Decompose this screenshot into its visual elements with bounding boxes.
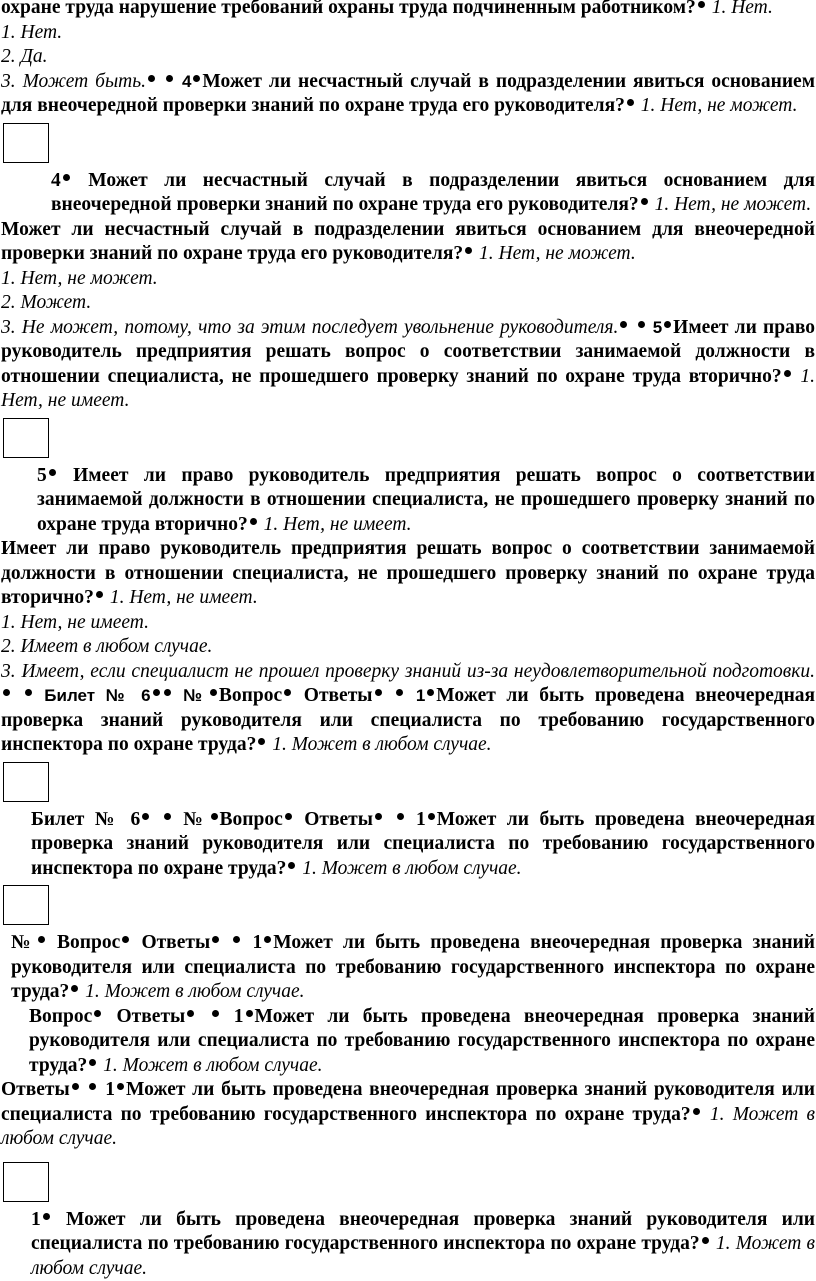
answer-box[interactable] [3,885,49,925]
paragraph: Вопрос Ответы 1 Может ли быть проведена внеочередная проверка знаний руководителя или специалиста по требованию государственного инспектора по охране труда? 1. Может в любом случае. [1,1005,815,1079]
option: 1. Нет, не может. [1,267,815,292]
paragraph: Билет № 6 № Вопрос Ответы 1 Может ли быть проведена внеочередная проверка знаний руководителя или специалиста по требованию государственного инспектора по охране труда? 1. Может в любом случае. [1,808,815,882]
paragraph: 5 Имеет ли право руководитель предприятия решать вопрос о соответствии занимаемой должности в отношении специалиста, не прошедшего проверку знаний по охране труда вторично? 1. Нет, не имеет. [1,464,815,538]
paragraph: 3. Может быть. 4 Может ли несчастный случай в подразделении явиться основанием для внеочередной проверки знаний по охране труда его руководителя? 1. Нет, не может. [1,70,815,119]
option: 1. Нет. [1,21,815,46]
paragraph: 3. Имеет, если специалист не прошел проверку знаний из-за неудовлетворительной подготовки. Билет № 6 № Вопрос Ответы 1 Может ли быть проведена внеочередная проверка знаний руководителя или специалиста по требованию государственного инспектора по охране труда? 1. Может в любом случае. [1,660,815,758]
paragraph: Ответы 1 Может ли быть проведена внеочередная проверка знаний руководителя или специалиста по требованию государственного инспектора по охране труда? 1. Может в любом случае. [1,1078,815,1152]
option: 1. Нет, не имеет. [1,611,815,636]
paragraph: 3. Не может, потому, что за этим последует увольнение руководителя. 5 Имеет ли право руководитель предприятия решать вопрос о соответствии занимаемой должности в отношении специалиста, не прошедшего проверку знаний по охране труда вторично? 1. Нет, не имеет. [1,316,815,414]
answer-box[interactable] [3,418,49,458]
option: 2. Может. [1,291,815,316]
answer-box[interactable] [3,1162,49,1202]
answer-box[interactable] [3,123,49,163]
option: 2. Имеет в любом случае. [1,635,815,660]
paragraph: Может ли несчастный случай в подразделении явиться основанием для внеочередной проверки знаний по охране труда его руководителя? 1. Нет, не может. [1,218,815,267]
paragraph: Имеет ли право руководитель предприятия решать вопрос о соответствии занимаемой должности в отношении специалиста, не прошедшего проверку знаний по охране труда вторично? 1. Нет, не имеет. [1,537,815,611]
option: 2. Да. [1,45,815,70]
answer-box[interactable] [3,762,49,802]
paragraph: 4 Может ли несчастный случай в подразделении явиться основанием для внеочередной проверки знаний по охране труда его руководителя? 1. Нет, не может. [1,169,815,218]
paragraph: 1 Может ли быть проведена внеочередная проверка знаний руководителя или специалиста по требованию государственного инспектора по охране труда? 1. Может в любом случае. [1,1208,815,1281]
paragraph: охране труда нарушение требований охраны труда подчиненным работником? 1. Нет. [1,0,815,21]
paragraph: № Вопрос Ответы 1 Может ли быть проведена внеочередная проверка знаний руководителя или специалиста по требованию государственного инспектора по охране труда? 1. Может в любом случае. [1,931,815,1005]
